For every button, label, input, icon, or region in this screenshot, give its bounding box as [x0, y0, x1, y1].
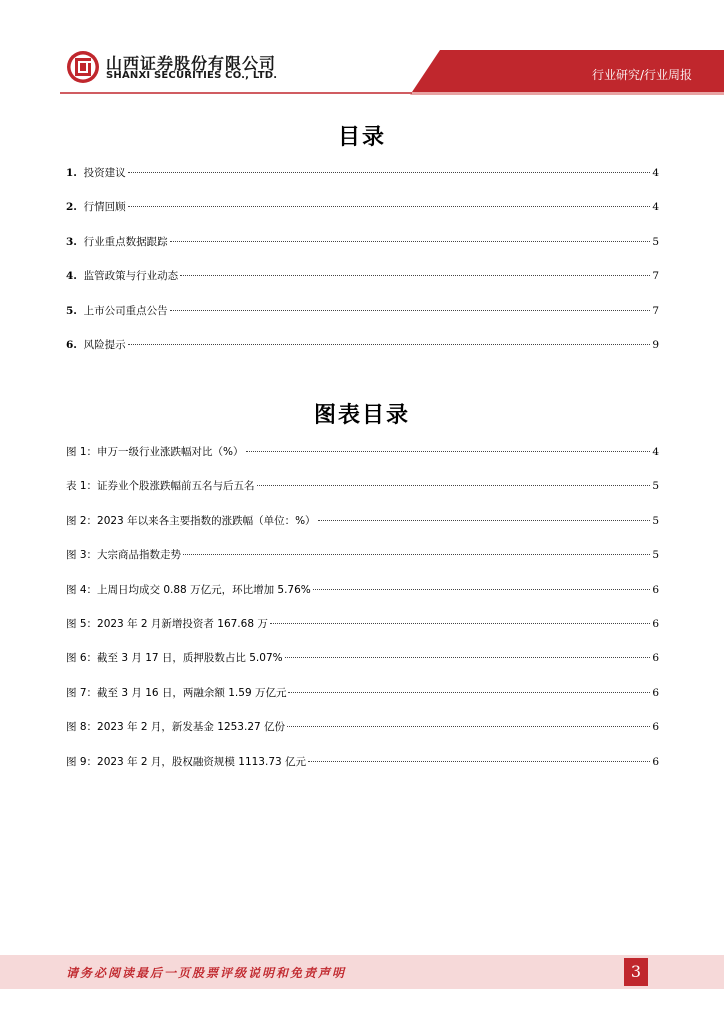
- toc-dot-leader: [128, 171, 651, 173]
- toc-entry[interactable]: [66, 234, 659, 268]
- toc-entry-label: [66, 234, 168, 249]
- toc-title: 目录: [337, 125, 386, 150]
- toc-dot-leader: [313, 588, 651, 590]
- toc-entry-number: 1.: [66, 167, 77, 179]
- toc-entry[interactable]: [66, 268, 659, 302]
- toc-entry-text: 图 4：上周日均成交 0.88 万亿元，环比增加 5.76%: [66, 583, 311, 596]
- toc-entry-page: 7: [652, 270, 659, 283]
- toc-dot-leader: [318, 519, 651, 521]
- toc-entry[interactable]: [66, 478, 659, 512]
- toc-dot-leader: [183, 553, 650, 555]
- toc-entry-page: 6: [652, 755, 659, 768]
- toc-entry[interactable]: [66, 650, 659, 684]
- report-type-tag: 行业研究/行业周报: [591, 68, 692, 82]
- toc-dot-leader: [270, 622, 650, 624]
- toc-entry-number: 3.: [66, 235, 77, 248]
- toc-entry-label: [66, 478, 255, 493]
- toc-entry-label: [66, 685, 286, 700]
- toc-entry-page: 4: [652, 201, 659, 214]
- toc-entry-label: [66, 616, 268, 631]
- company-name-en: SHANXI SECURITIES CO., LTD.: [106, 70, 278, 81]
- toc-entry-page: 5: [652, 235, 659, 248]
- toc-dot-leader: [246, 450, 651, 452]
- toc-entry[interactable]: [66, 513, 659, 547]
- toc-entry-label: [66, 444, 244, 459]
- toc-entry-page: 4: [652, 167, 659, 179]
- toc-entry-page: 6: [652, 617, 659, 630]
- toc-dot-leader: [128, 343, 651, 345]
- toc-dot-leader: [128, 205, 651, 207]
- page-header: [0, 0, 724, 100]
- toc-entry-number: 4.: [66, 270, 77, 283]
- toc-entry-label: [66, 650, 283, 665]
- toc-entry-label: [66, 547, 181, 562]
- toc-entry-label: [66, 513, 316, 528]
- toc-entry-text: 监管政策与行业动态: [83, 270, 179, 283]
- toc-dot-leader: [288, 691, 650, 693]
- toc-entry-text: 行情回顾: [83, 201, 126, 214]
- toc-entry-text: 图 9：2023 年 2 月，股权融资规模 1113.73 亿元: [66, 755, 307, 768]
- toc-entry-text: 图 2：2023 年以来各主要指数的涨跌幅（单位：%）: [66, 514, 316, 527]
- toc-dot-leader: [257, 484, 651, 486]
- toc-entry-page: 4: [652, 446, 659, 458]
- toc-entry-page: 5: [652, 549, 659, 562]
- toc-entry-page: 6: [652, 652, 659, 665]
- toc-entry-text: 风险提示: [83, 338, 126, 351]
- disclaimer-text: 请务必阅读最后一页股票评级说明和免责声明: [66, 966, 347, 980]
- toc-entry[interactable]: [66, 547, 659, 581]
- toc-entry[interactable]: [66, 616, 659, 650]
- page-footer: [0, 955, 724, 989]
- toc-entry-text: 图 3：大宗商品指数走势: [66, 549, 182, 562]
- toc-entry[interactable]: [66, 337, 659, 371]
- header-decoration: [0, 0, 724, 100]
- toc-dot-leader: [285, 656, 651, 658]
- figures-toc-title: 图表目录: [313, 403, 410, 428]
- toc-entry-number: 6.: [66, 338, 77, 351]
- toc-entry-label: [66, 754, 306, 769]
- toc-entry[interactable]: [66, 165, 659, 199]
- toc-entry-label: [66, 719, 285, 734]
- toc-entry-page: 5: [652, 514, 659, 527]
- toc-dot-leader: [180, 274, 650, 276]
- company-name-cn: 山西证券股份有限公司: [106, 54, 277, 73]
- figures-toc-list: [66, 444, 659, 788]
- toc-entry-page: 5: [652, 480, 659, 493]
- toc-entry-page: 6: [652, 721, 659, 734]
- toc-entry-label: [66, 268, 178, 283]
- toc-entry[interactable]: [66, 444, 659, 478]
- company-logo-icon: [66, 50, 100, 84]
- toc-dot-leader: [308, 760, 650, 762]
- toc-entry-text: 图 6：截至 3 月 17 日，质押股数占比 5.07%: [66, 652, 283, 665]
- toc-entry-text: 图 5：2023 年 2 月新增投资者 167.68 万: [66, 617, 268, 630]
- toc-entry[interactable]: [66, 303, 659, 337]
- toc-entry-text: 表 1：证券业个股涨跌幅前五名与后五名: [66, 480, 255, 493]
- toc-entry-page: 6: [652, 583, 659, 596]
- toc-entry[interactable]: [66, 754, 659, 788]
- toc-entry-page: 6: [652, 686, 659, 699]
- toc-entry-label: [66, 582, 311, 597]
- toc-entry-text: 图 1：申万一级行业涨跌幅对比（%）: [66, 446, 244, 458]
- toc-entry[interactable]: [66, 199, 659, 233]
- toc-dot-leader: [287, 725, 650, 727]
- toc-entry-text: 图 7：截至 3 月 16 日，两融余额 1.59 万亿元: [66, 686, 287, 699]
- toc-dot-leader: [170, 240, 651, 242]
- toc-entry-text: 上市公司重点公告: [83, 304, 168, 317]
- toc-entry-page: 7: [652, 304, 659, 317]
- toc-entry-label: [66, 165, 126, 180]
- toc-entry-label: [66, 337, 126, 352]
- toc-entry-number: 2.: [66, 201, 77, 214]
- page-number: 3: [624, 958, 648, 986]
- toc-entry-text: 行业重点数据跟踪: [83, 235, 168, 248]
- toc-entry-number: 5.: [66, 304, 77, 317]
- toc-entry[interactable]: [66, 582, 659, 616]
- toc-entry-text: 投资建议: [83, 167, 126, 179]
- toc-entry-label: [66, 199, 126, 214]
- toc-dot-leader: [170, 309, 651, 311]
- toc-list: [66, 165, 659, 371]
- toc-entry[interactable]: [66, 719, 659, 753]
- toc-entry-page: 9: [652, 338, 659, 351]
- toc-entry-label: [66, 303, 168, 318]
- toc-entry[interactable]: [66, 685, 659, 719]
- toc-entry-text: 图 8：2023 年 2 月，新发基金 1253.27 亿份: [66, 721, 286, 734]
